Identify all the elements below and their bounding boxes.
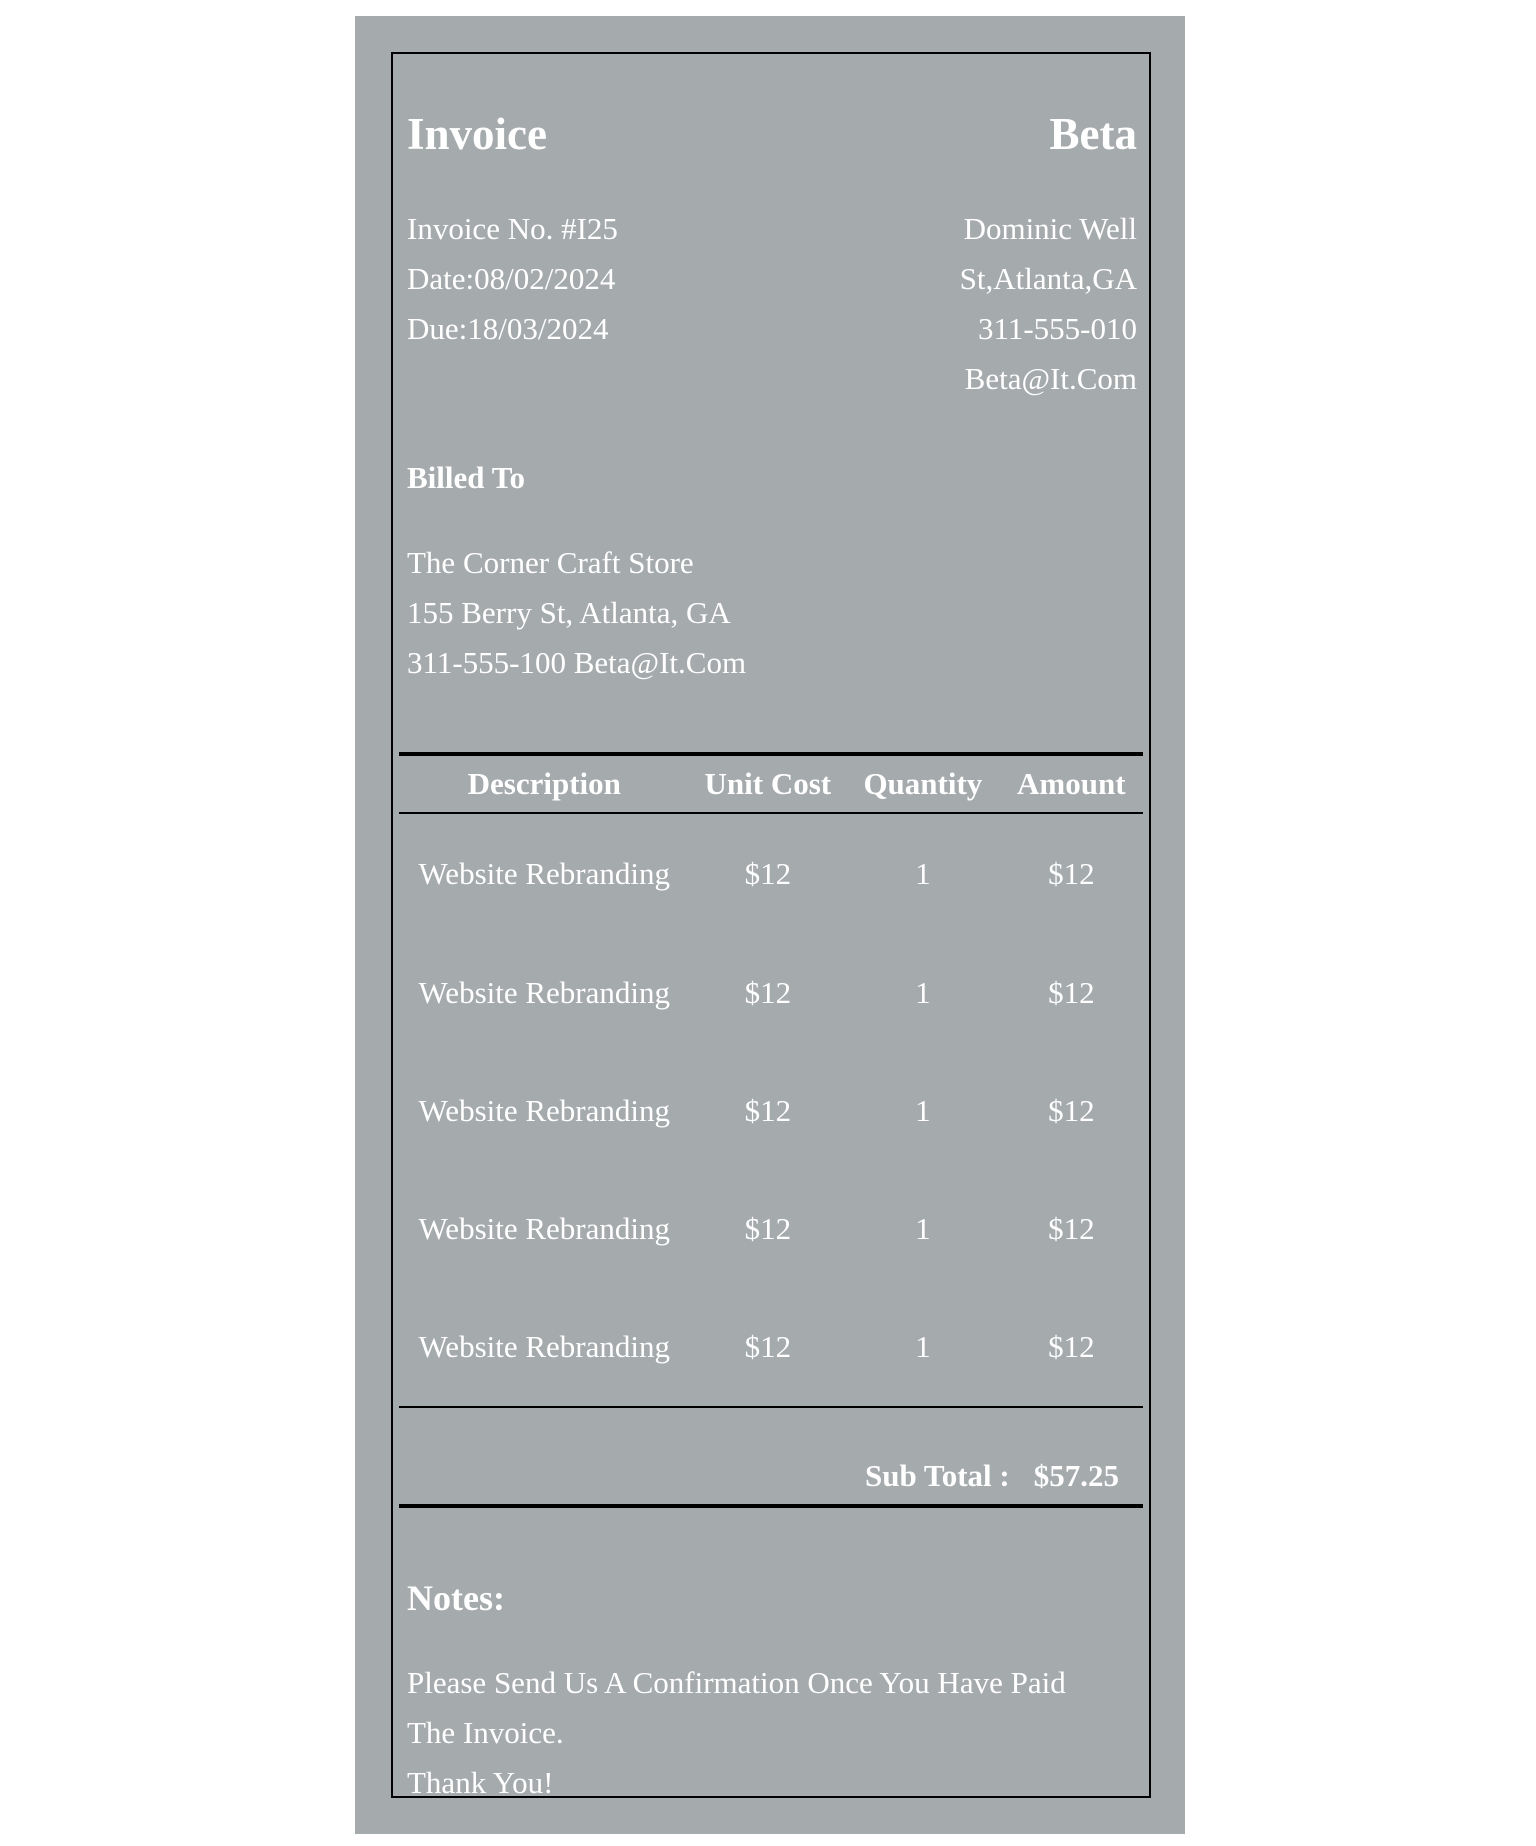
- row-quantity: 1: [915, 1211, 931, 1246]
- row-description: Website Rebranding: [418, 975, 670, 1010]
- company-name: Beta: [1049, 109, 1137, 159]
- notes-title: Notes:: [407, 1578, 505, 1618]
- line-items-table: [399, 752, 1143, 1408]
- row-quantity: 1: [915, 975, 931, 1010]
- table-header-row: [399, 754, 1143, 813]
- table-row: [399, 1288, 1143, 1407]
- header-unit-cost: Unit Cost: [690, 754, 847, 813]
- row-amount: $12: [1048, 1211, 1095, 1246]
- notes-thanks: Thank You!: [407, 1765, 554, 1800]
- invoice-frame: [391, 52, 1151, 1798]
- table-row: [399, 934, 1143, 1052]
- header-amount: Amount: [1000, 754, 1143, 813]
- sender-name: Dominic Well: [963, 211, 1137, 246]
- billed-to-address: 155 Berry St, Atlanta, GA: [407, 595, 731, 630]
- header-description: Description: [399, 754, 690, 813]
- sender-address: St,Atlanta,GA: [959, 261, 1137, 296]
- invoice-page: [355, 16, 1185, 1834]
- title-row: [407, 106, 1137, 162]
- billed-to-details: [407, 538, 746, 688]
- row-description: Website Rebranding: [418, 856, 670, 891]
- row-description: Website Rebranding: [399, 1288, 690, 1407]
- row-unit-cost: $12: [744, 1211, 792, 1246]
- notes-text: Please Send Us A Confirmation Once You Have Paid The Invoice.: [407, 1665, 1066, 1750]
- table-row: [399, 1170, 1143, 1288]
- billed-to-contact: 311-555-100 Beta@It.Com: [407, 645, 747, 680]
- row-unit-cost: $12: [744, 975, 792, 1010]
- row-unit-cost: $12: [744, 1093, 792, 1128]
- invoice-date: Date:08/02/2024: [407, 261, 616, 296]
- subtotal-value: $57.25: [1033, 1458, 1119, 1493]
- billed-to-label: Billed To: [407, 460, 526, 495]
- subtotal-row: [399, 1448, 1143, 1508]
- invoice-number: Invoice No. #I25: [407, 211, 618, 246]
- row-description: Website Rebranding: [418, 1211, 670, 1246]
- invoice-meta: [407, 204, 618, 354]
- notes-body: [407, 1658, 1107, 1808]
- header-quantity: Quantity: [846, 754, 1000, 813]
- row-quantity: 1: [846, 1288, 1000, 1407]
- row-unit-cost: $12: [744, 856, 792, 891]
- sender-email: Beta@It.Com: [964, 361, 1137, 396]
- row-amount: $12: [1048, 856, 1095, 891]
- row-unit-cost: $12: [690, 1288, 847, 1407]
- row-description: Website Rebranding: [418, 1093, 670, 1128]
- row-quantity: 1: [915, 856, 931, 891]
- sender-phone: 311-555-010: [978, 311, 1137, 346]
- row-quantity: 1: [915, 1093, 931, 1128]
- sender-details: [960, 204, 1137, 404]
- billed-to-name: The Corner Craft Store: [407, 545, 694, 580]
- table-row: [399, 1052, 1143, 1170]
- invoice-title: Invoice: [407, 109, 547, 159]
- subtotal-label: Sub Total :: [864, 1458, 1010, 1493]
- table-row: [399, 813, 1143, 934]
- row-amount: $12: [1048, 1093, 1095, 1128]
- row-amount: $12: [1000, 1288, 1143, 1407]
- row-amount: $12: [1048, 975, 1095, 1010]
- invoice-due-date: Due:18/03/2024: [407, 311, 609, 346]
